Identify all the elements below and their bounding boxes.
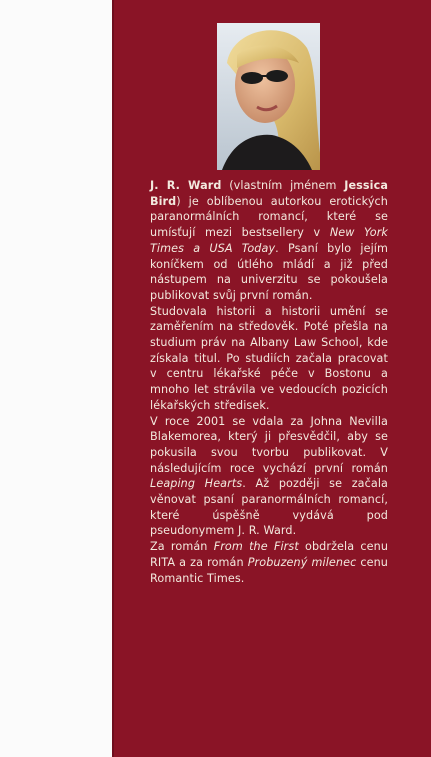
book-title-from-the-first: From the First bbox=[213, 540, 299, 554]
author-real-name: Jessica Bird bbox=[150, 179, 388, 208]
publication-names: New York Times a USA Today bbox=[150, 226, 388, 255]
bio-paragraph-2: Studovala historii a historii umění se zaměřením na středověk. Poté přešla na studium práv na Albany Law School, kde získala titul. Po studiích začala pracovat v centru lékařské péče v Bostonu a mnoho let strávila ve vedoucích pozicích lékařských středisek. bbox=[150, 304, 388, 412]
book-title-probuzeny-milenec: Probuzený milenec bbox=[247, 555, 357, 569]
bio-paragraph-3: V roce 2001 se vdala za Johna Nevilla Blakemorea, který ji přesvědčil, aby se pokusila svou tvorbu publikovat. V následujícím roce vychází první román Leaping Hearts. Až později se začala věnovat psaní paranormálních romancí, které úspěšně vydává pod pseudonymem J. R. Ward. bbox=[150, 414, 388, 538]
author-portrait-image bbox=[217, 23, 320, 170]
author-name: J. R. Ward bbox=[150, 179, 222, 192]
author-biography bbox=[150, 178, 388, 586]
bio-paragraph-4: Za román From the First obdržela cenu RITA a za román Probuzený milenec cenu Romantic Times. bbox=[150, 540, 389, 585]
bio-paragraph-1: J. R. Ward (vlastním jménem Jessica Bird) je oblíbenou autorkou erotických paranormálních romancí, které se umísťují mezi bestsellery v New York Times a USA Today. Psaní bylo jejím koníčkem od útlého mládí a již před nástupem na univerzitu se pokoušela publikovat svůj první román. bbox=[150, 179, 388, 302]
left-page-margin bbox=[0, 0, 112, 757]
author-photo bbox=[217, 23, 320, 170]
book-title-leaping-hearts: Leaping Hearts bbox=[150, 477, 243, 491]
